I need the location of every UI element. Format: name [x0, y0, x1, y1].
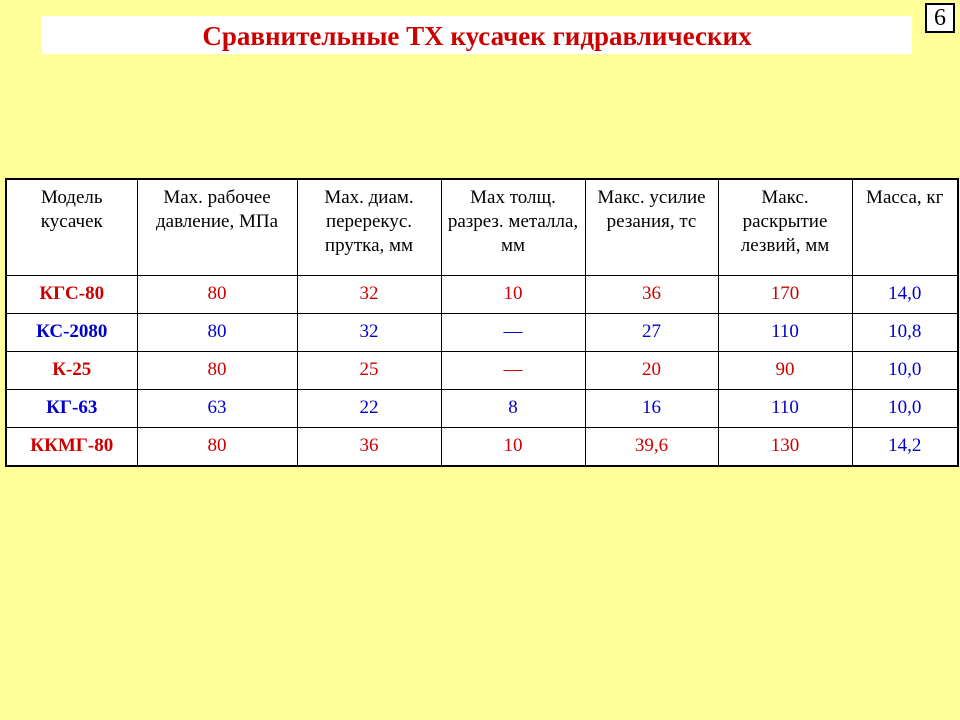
- cell-model: КС-2080: [6, 313, 137, 351]
- cell-rod-diameter: 22: [297, 389, 441, 427]
- cell-cutting-force: 39,6: [585, 427, 718, 466]
- cell-mass: 10,8: [852, 313, 958, 351]
- table-row: [6, 313, 958, 351]
- cell-metal-thickness: —: [441, 313, 585, 351]
- column-header-cutting-force: Макс. усилие резания, тс: [585, 179, 718, 275]
- table-row: [6, 351, 958, 389]
- cell-pressure: 80: [137, 427, 297, 466]
- cell-blade-opening: 170: [718, 275, 852, 313]
- cell-metal-thickness: —: [441, 351, 585, 389]
- cell-blade-opening: 130: [718, 427, 852, 466]
- cell-blade-opening: 110: [718, 389, 852, 427]
- cell-blade-opening: 110: [718, 313, 852, 351]
- cell-pressure: 80: [137, 313, 297, 351]
- table-header-row: [6, 179, 958, 275]
- page-title: Сравнительные ТХ кусачек гидравлических: [202, 21, 752, 51]
- cell-mass: 14,2: [852, 427, 958, 466]
- cell-metal-thickness: 8: [441, 389, 585, 427]
- cell-rod-diameter: 32: [297, 275, 441, 313]
- cell-mass: 10,0: [852, 351, 958, 389]
- column-header-rod-diameter: Max. диам. перерекус. прутка, мм: [297, 179, 441, 275]
- cell-cutting-force: 20: [585, 351, 718, 389]
- cell-metal-thickness: 10: [441, 275, 585, 313]
- cell-pressure: 63: [137, 389, 297, 427]
- table-row: [6, 275, 958, 313]
- column-header-metal-thickness: Max толщ. разрез. металла, мм: [441, 179, 585, 275]
- cell-cutting-force: 27: [585, 313, 718, 351]
- cell-model: КГ-63: [6, 389, 137, 427]
- cell-rod-diameter: 25: [297, 351, 441, 389]
- cell-cutting-force: 36: [585, 275, 718, 313]
- cell-rod-diameter: 36: [297, 427, 441, 466]
- cell-pressure: 80: [137, 275, 297, 313]
- cell-mass: 10,0: [852, 389, 958, 427]
- specs-table: [5, 178, 959, 467]
- cell-rod-diameter: 32: [297, 313, 441, 351]
- table-row: [6, 427, 958, 466]
- cell-model: КГС-80: [6, 275, 137, 313]
- cell-pressure: 80: [137, 351, 297, 389]
- cell-cutting-force: 16: [585, 389, 718, 427]
- table-row: [6, 389, 958, 427]
- cell-metal-thickness: 10: [441, 427, 585, 466]
- column-header-model: Модель кусачек: [6, 179, 137, 275]
- page-number: 6: [925, 3, 955, 33]
- column-header-mass: Масса, кг: [852, 179, 958, 275]
- cell-mass: 14,0: [852, 275, 958, 313]
- cell-model: К-25: [6, 351, 137, 389]
- cell-model: ККМГ-80: [6, 427, 137, 466]
- column-header-blade-opening: Макс. раскрытие лезвий, мм: [718, 179, 852, 275]
- column-header-pressure: Max. рабочее давление, МПа: [137, 179, 297, 275]
- title-bar: [42, 16, 912, 54]
- cell-blade-opening: 90: [718, 351, 852, 389]
